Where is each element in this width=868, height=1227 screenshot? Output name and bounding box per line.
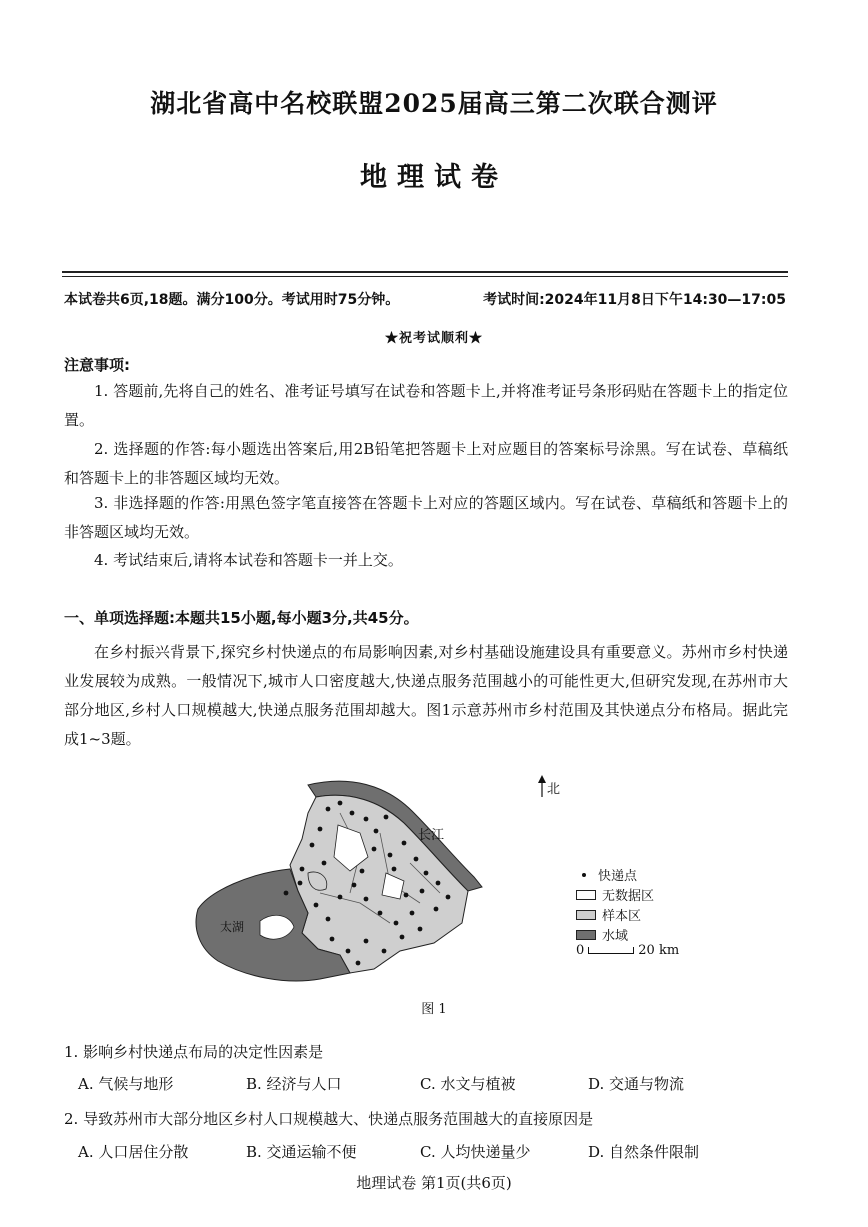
notice-item-4: 4. 考试结束后,请将本试卷和答题卡一并上交。 [94,551,403,569]
exam-title: 湖北省高中名校联盟2025届高三第二次联合测评 [150,89,718,118]
question-2-stem: 2. 导致苏州市大部分地区乡村人口规模越大、快递点服务范围越大的直接原因是 [64,1110,594,1128]
scale-line [588,947,634,954]
exam-info-right: 考试时间:2024年11月8日下午14:30—17:05 [483,292,786,308]
q2-option-c: C. 人均快递量少 [420,1143,531,1161]
header-rule-thick [62,271,788,273]
north-arrow-icon [538,775,560,797]
q2-option-a: A. 人口居住分散 [78,1143,189,1161]
notice-item-2: 2. 选择题的作答:每小题选出答案后,用2B铅笔把答题卡上对应题目的答案标号涂黑。写在试卷、草稿纸和答题卡上的非答题区域均无效。 [64,440,788,487]
svg-text:北: 北 [547,782,561,797]
question-1-stem: 1. 影响乡村快递点布局的决定性因素是 [64,1043,324,1061]
scale-bar: 0 20 km [576,943,680,958]
legend-water: 水域 [576,925,628,944]
q1-option-b: B. 经济与人口 [246,1075,342,1093]
section-heading: 一、单项选择题:本题共15小题,每小题3分,共45分。 [64,609,419,627]
legend-point: 快递点 [576,865,637,884]
notice-heading: 注意事项: [64,356,130,374]
point-icon [582,873,586,877]
legend-no-data: 无数据区 [576,885,654,904]
legend-sample: 样本区 [576,905,641,924]
notice-item-3: 3. 非选择题的作答:用黑色签字笔直接答在答题卡上对应的答题区域内。写在试卷、草稿纸和答题卡上的非答题区域均无效。 [64,494,788,541]
q1-option-d: D. 交通与物流 [588,1075,685,1093]
sample-swatch [576,910,596,920]
q1-option-c: C. 水文与植被 [420,1075,516,1093]
water-swatch [576,930,596,940]
figure-caption: 图 1 [421,1002,447,1017]
exam-info-left: 本试卷共6页,18题。满分100分。考试用时75分钟。 [64,292,400,308]
q2-option-d: D. 自然条件限制 [588,1143,700,1161]
q1-option-a: A. 气候与地形 [78,1075,174,1093]
no-data-swatch [576,890,596,900]
q2-option-b: B. 交通运输不便 [246,1143,357,1161]
notice-item-1: 1. 答题前,先将自己的姓名、准考证号填写在试卷和答题卡上,并将准考证号条形码贴在答题卡上的指定位置。 [64,382,788,429]
figure-map [190,773,680,988]
lake-label: 太湖 [220,920,245,934]
passage-text: 在乡村振兴背景下,探究乡村快递点的布局影响因素,对乡村基础设施建设具有重要意义。苏州市乡村快递业发展较为成熟。一般情况下,城市人口密度越大,快递点服务范围越小的可能性更大,但研究发现,在苏州市大部分地区,乡村人口规模越大,快递点服务范围却越大。图1示意苏州市乡村范围及其快递点分布格局。据此完成1~3题。 [64,643,788,748]
exam-subtitle: 地理试卷 [360,162,508,193]
page-footer: 地理试卷 第1页(共6页) [356,1174,512,1192]
header-rule-thin [62,276,788,277]
river-label: 长江 [418,828,445,843]
good-luck-line: ★祝考试顺利★ [384,331,483,346]
